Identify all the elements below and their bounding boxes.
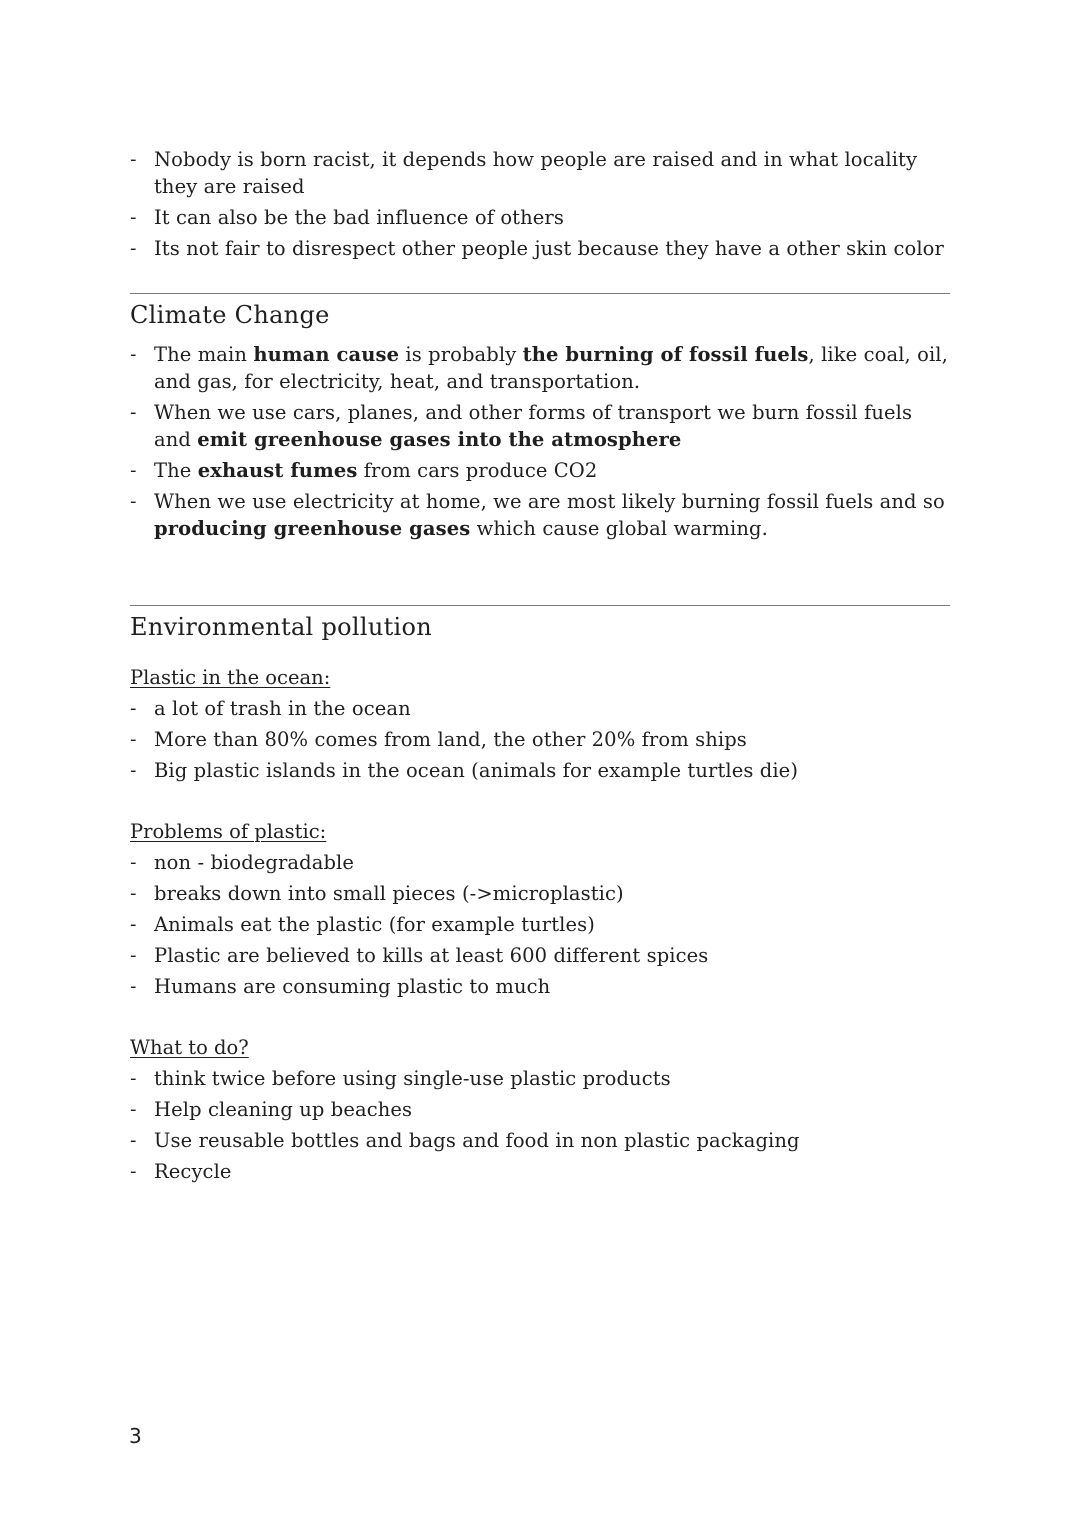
list-item: - The main human cause is probably the burning of fossil fuels, like coal, oil, and gas, for electricity, heat, and transportation. (130, 341, 950, 395)
list-item: - Big plastic islands in the ocean (animals for example turtles die) (130, 757, 950, 784)
racism-list (130, 146, 950, 262)
page-number: 3 (129, 1424, 142, 1448)
list-item: - think twice before using single-use plastic products (130, 1065, 950, 1092)
list-item: - Recycle (130, 1158, 950, 1185)
list-item: - Its not fair to disrespect other people just because they have a other skin color (130, 235, 950, 262)
ocean-list (130, 695, 950, 784)
list-item: - The exhaust fumes from cars produce CO2 (130, 457, 950, 484)
list-item: - It can also be the bad influence of others (130, 204, 950, 231)
todo-list (130, 1065, 950, 1185)
list-item: - When we use electricity at home, we are most likely burning fossil fuels and so producing greenhouse gases which cause global warming. (130, 488, 950, 542)
plastic-in-ocean-section (130, 664, 950, 788)
section-divider (130, 293, 950, 294)
list-item: - Use reusable bottles and bags and food in non plastic packaging (130, 1127, 950, 1154)
list-item: - More than 80% comes from land, the other 20% from ships (130, 726, 950, 753)
list-item: - Animals eat the plastic (for example turtles) (130, 911, 950, 938)
problems-of-plastic-heading: Problems of plastic: (130, 820, 327, 843)
problems-of-plastic-section (130, 818, 950, 1004)
climate-change-section (130, 341, 950, 546)
list-item: - non - biodegradable (130, 849, 950, 876)
list-item: - Plastic are believed to kills at least 600 different spices (130, 942, 950, 969)
climate-change-heading: Climate Change (130, 301, 330, 329)
list-item: - breaks down into small pieces (->microplastic) (130, 880, 950, 907)
list-item: - When we use cars, planes, and other forms of transport we burn fossil fuels and emit greenhouse gases into the atmosphere (130, 399, 950, 453)
list-item: - Nobody is born racist, it depends how people are raised and in what locality they are raised (130, 146, 950, 200)
problems-list (130, 849, 950, 1000)
list-item: - Humans are consuming plastic to much (130, 973, 950, 1000)
environmental-pollution-heading: Environmental pollution (130, 613, 433, 641)
plastic-in-ocean-heading: Plastic in the ocean: (130, 666, 331, 689)
list-item: - Help cleaning up beaches (130, 1096, 950, 1123)
list-item: - a lot of trash in the ocean (130, 695, 950, 722)
racism-section (130, 146, 950, 266)
climate-list (130, 341, 950, 542)
what-to-do-heading: What to do? (130, 1036, 249, 1059)
section-divider (130, 605, 950, 606)
what-to-do-section (130, 1034, 950, 1189)
